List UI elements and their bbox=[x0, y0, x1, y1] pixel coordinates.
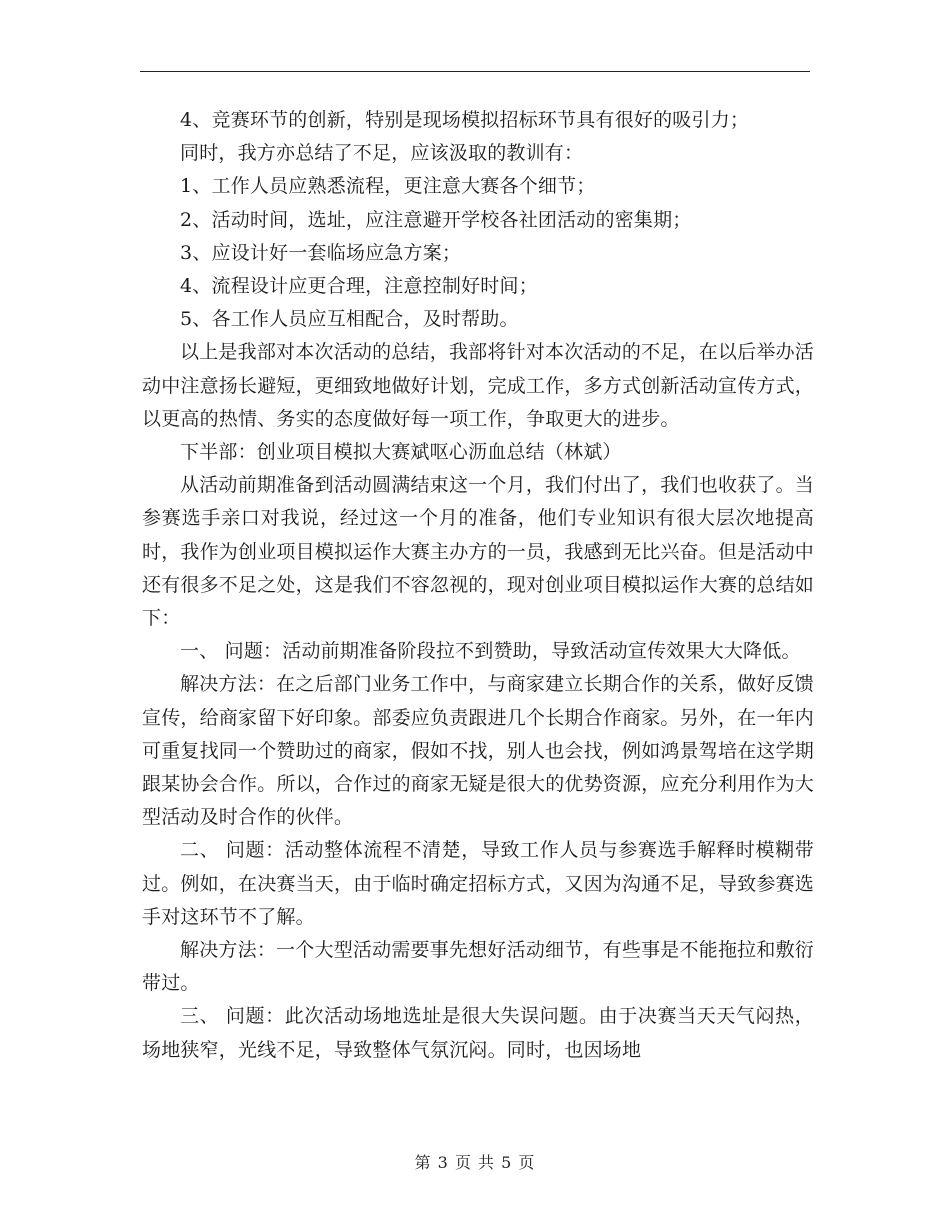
paragraph: 3、应设计好一套临场应急方案； bbox=[180, 241, 462, 264]
paragraph: 三、 问题：此次活动场地选址是很大失误问题。由于决赛当天天气闷热，场地狭窄，光线不足，导致整体气氛沉闷。同时，也因场地 bbox=[142, 1005, 814, 1061]
paragraph: 2、活动时间，选址，应注意避开学校各社团活动的密集期； bbox=[180, 208, 692, 231]
body-text bbox=[142, 104, 814, 1067]
header-rule bbox=[140, 71, 810, 72]
paragraph: 以上是我部对本次活动的总结，我部将针对本次活动的不足，在以后举办活动中注意扬长避短，更细致地做好计划，完成工作，多方式创新活动宣传方式，以更高的热情、务实的态度做好每一项工作，争取更大的进步。 bbox=[142, 341, 815, 430]
paragraph: 解决方法：在之后部门业务工作中，与商家建立长期合作的关系，做好反馈宣传，给商家留下好印象。部委应负责跟进几个长期合作商家。另外，在一年内可重复找同一个赞助过的商家，假如不找，别人也会找，例如鸿景驾培在这学期跟某协会合作。所以，合作过的商家无疑是很大的优势资源，应充分利用作为大型活动及时合作的伙伴。 bbox=[142, 673, 815, 829]
section-heading: 下半部：创业项目模拟大赛斌呕心沥血总结（林斌） bbox=[180, 441, 622, 464]
paragraph: 解决方法：一个大型活动需要事先想好活动细节，有些事是不能拖拉和敷衍带过。 bbox=[142, 939, 814, 995]
paragraph: 二、 问题：活动整体流程不清楚，导致工作人员与参赛选手解释时模糊带过。例如，在决赛当天，由于临时确定招标方式，又因为沟通不足，导致参赛选手对这环节不了解。 bbox=[142, 839, 815, 928]
paragraph: 5、各工作人员应互相配合，及时帮助。 bbox=[180, 308, 519, 331]
page-footer: 第 3 页 共 5 页 bbox=[414, 1153, 536, 1172]
paragraph: 4、流程设计应更合理，注意控制好时间； bbox=[180, 275, 538, 298]
paragraph: 1、工作人员应熟悉流程，更注意大赛各个细节； bbox=[180, 175, 596, 198]
paragraph: 一、 问题：活动前期准备阶段拉不到赞助，导致活动宣传效果大大降低。 bbox=[180, 640, 801, 663]
paragraph: 同时，我方亦总结了不足，应该汲取的教训有： bbox=[180, 142, 584, 165]
paragraph: 从活动前期准备到活动圆满结束这一个月，我们付出了，我们也收获了。当参赛选手亲口对我说，经过这一个月的准备，他们专业知识有很大层次地提高时，我作为创业项目模拟运作大赛主办方的一员，我感到无比兴奋。但是活动中还有很多不足之处，这是我们不容忽视的，现对创业项目模拟运作大赛的总结如下： bbox=[142, 474, 815, 630]
paragraph: 4、竞赛环节的创新，特别是现场模拟招标环节具有很好的吸引力； bbox=[180, 109, 750, 131]
